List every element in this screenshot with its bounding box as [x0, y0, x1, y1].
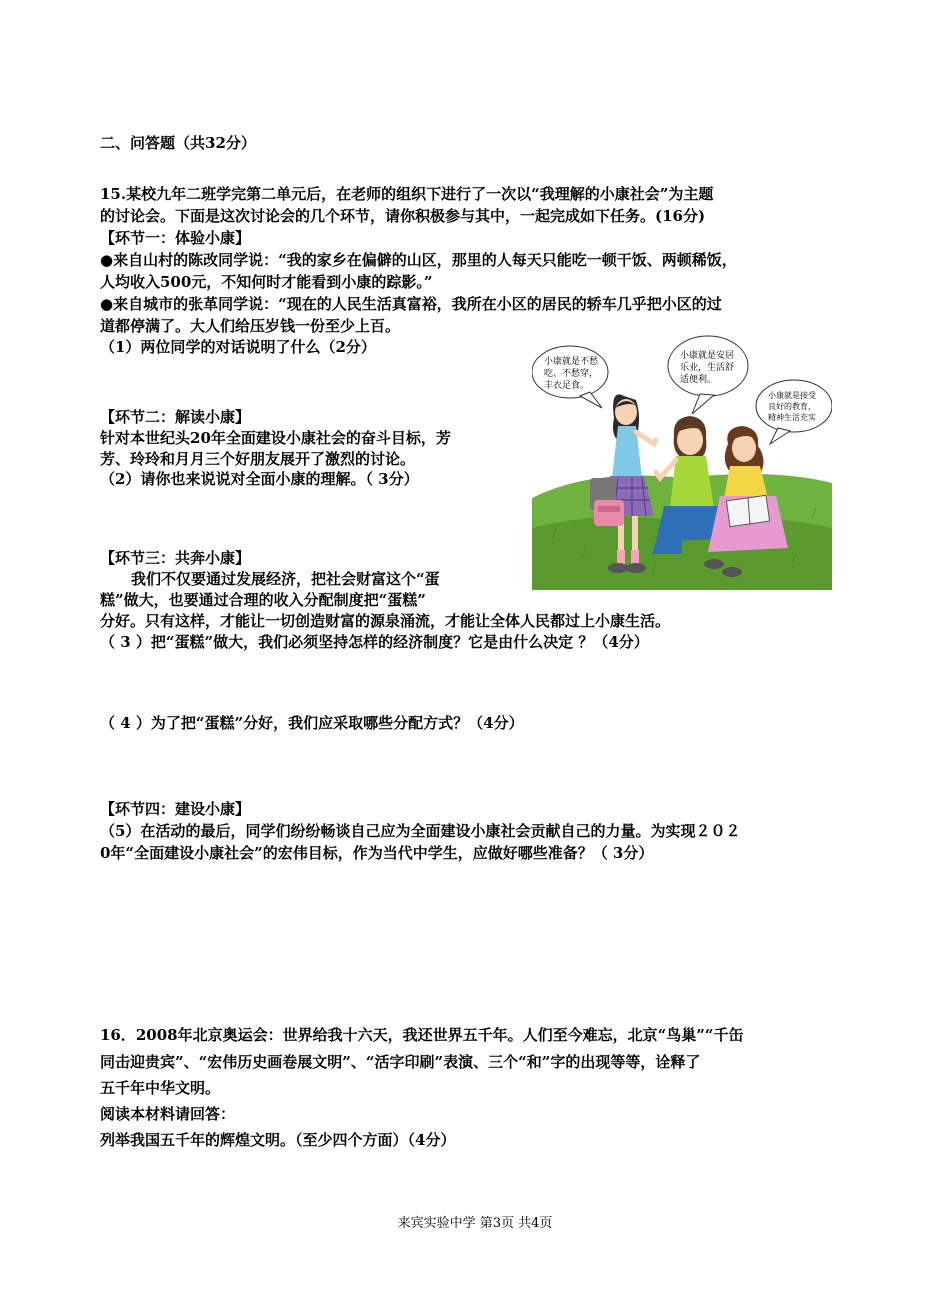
- stage2-title: 【环节二：解读小康】: [100, 408, 251, 426]
- stage1-text: ●来自城市的张革同学说：“现在的人民生活真富裕，我所在小区的居民的轿车几乎把小区的过: [100, 295, 722, 313]
- stage2-text: 芳、玲玲和月月三个好朋友展开了激烈的讨论。: [100, 450, 416, 468]
- q16-text: 16．2008年北京奥运会：世界给我十六天，我还世界五千年。人们至今难忘，北京“鸟巢”“千缶: [100, 1026, 744, 1044]
- bubble-3-text: 良好的教育，: [768, 402, 816, 411]
- stage2-text: 针对本世纪头20年全面建设小康社会的奋斗目标，芳: [100, 429, 451, 447]
- stage1-text: 道都停满了。大人们给压岁钱一份至少上百。: [100, 317, 401, 335]
- stage4-title: 【环节四：建设小康】: [100, 800, 251, 818]
- section-title: 二、问答题（共32分）: [100, 134, 256, 152]
- bubble-3-text: 小康就是接受: [768, 391, 816, 400]
- speech-bubble-2: [668, 336, 748, 414]
- page-footer: 来宾实验中学 第3页 共4页: [397, 1216, 553, 1231]
- question-5: 0年“全面建设小康社会”的宏伟目标，作为当代中学生，应做好哪些准备？（ 3分）: [100, 844, 654, 862]
- speech-bubble-1: [532, 346, 608, 408]
- stage3-text: 我们不仅要通过发展经济，把社会财富这个“蛋: [131, 570, 440, 588]
- bubble-1-text: 小康就是不愁: [544, 357, 599, 367]
- stage3-text: 分好。只有这样，才能让一切创造财富的源泉涌流，才能让全体人民都过上小康生活。: [100, 612, 671, 630]
- q15-intro: 15.某校九年二班学完第二单元后，在老师的组织下进行了一次以“我理解的小康社会”为主题: [100, 185, 714, 203]
- bubble-1-text: 吃、不愁穿，: [544, 369, 599, 379]
- q16-text: 阅读本材料请回答：: [100, 1105, 236, 1123]
- discussion-illustration: [532, 328, 832, 590]
- bubble-1-text: 丰衣足食。: [544, 381, 590, 391]
- stage1-text: 人均收入500元，不知何时才能看到小康的踪影。”: [100, 273, 433, 291]
- question-5: （5）在活动的最后，同学们纷纷畅谈自己应为全面建设小康社会贡献自己的力量。为实现２０２: [100, 822, 741, 840]
- bubble-3-text: 精神生活充实: [768, 413, 816, 422]
- stage1-title: 【环节一：体验小康】: [100, 229, 251, 247]
- q15-intro: 的讨论会。下面是这次讨论会的几个环节，请你积极参与其中，一起完成如下任务。(16分): [100, 207, 706, 225]
- bubble-2-text: 乐业，生活舒: [680, 363, 735, 373]
- stage3-title: 【环节三：共奔小康】: [100, 549, 251, 567]
- question-2: （2）请你也来说说对全面小康的理解。（ 3分）: [100, 470, 419, 488]
- question-1: （1）两位同学的对话说明了什么（2分）: [100, 338, 376, 356]
- bubble-2-text: 适便利。: [680, 375, 717, 385]
- bubble-2-text: 小康就是安居: [680, 351, 735, 361]
- question-4: （ 4 ）为了把“蛋糕”分好，我们应采取哪些分配方式？（4分）: [100, 714, 524, 732]
- q16-text: 五千年中华文明。: [100, 1079, 221, 1097]
- q16-question: 列举我国五千年的辉煌文明。（至少四个方面）（4分）: [100, 1131, 456, 1149]
- q16-text: 同击迎贵宾”、“宏伟历史画卷展文明”、“活字印刷”表演、三个“和”字的出现等等，诠释了: [100, 1053, 701, 1071]
- stage1-text: ●来自山村的陈改同学说：“我的家乡在偏僻的山区，那里的人每天只能吃一顿干饭、两顿稀饭，: [100, 251, 737, 269]
- stage3-text: 糕”做大，也要通过合理的收入分配制度把“蛋糕”: [100, 591, 426, 609]
- speech-bubble-3: [756, 380, 832, 444]
- question-3: （ 3 ）把“蛋糕”做大，我们必须坚持怎样的经济制度？它是由什么决定 ？（4分）: [100, 633, 649, 651]
